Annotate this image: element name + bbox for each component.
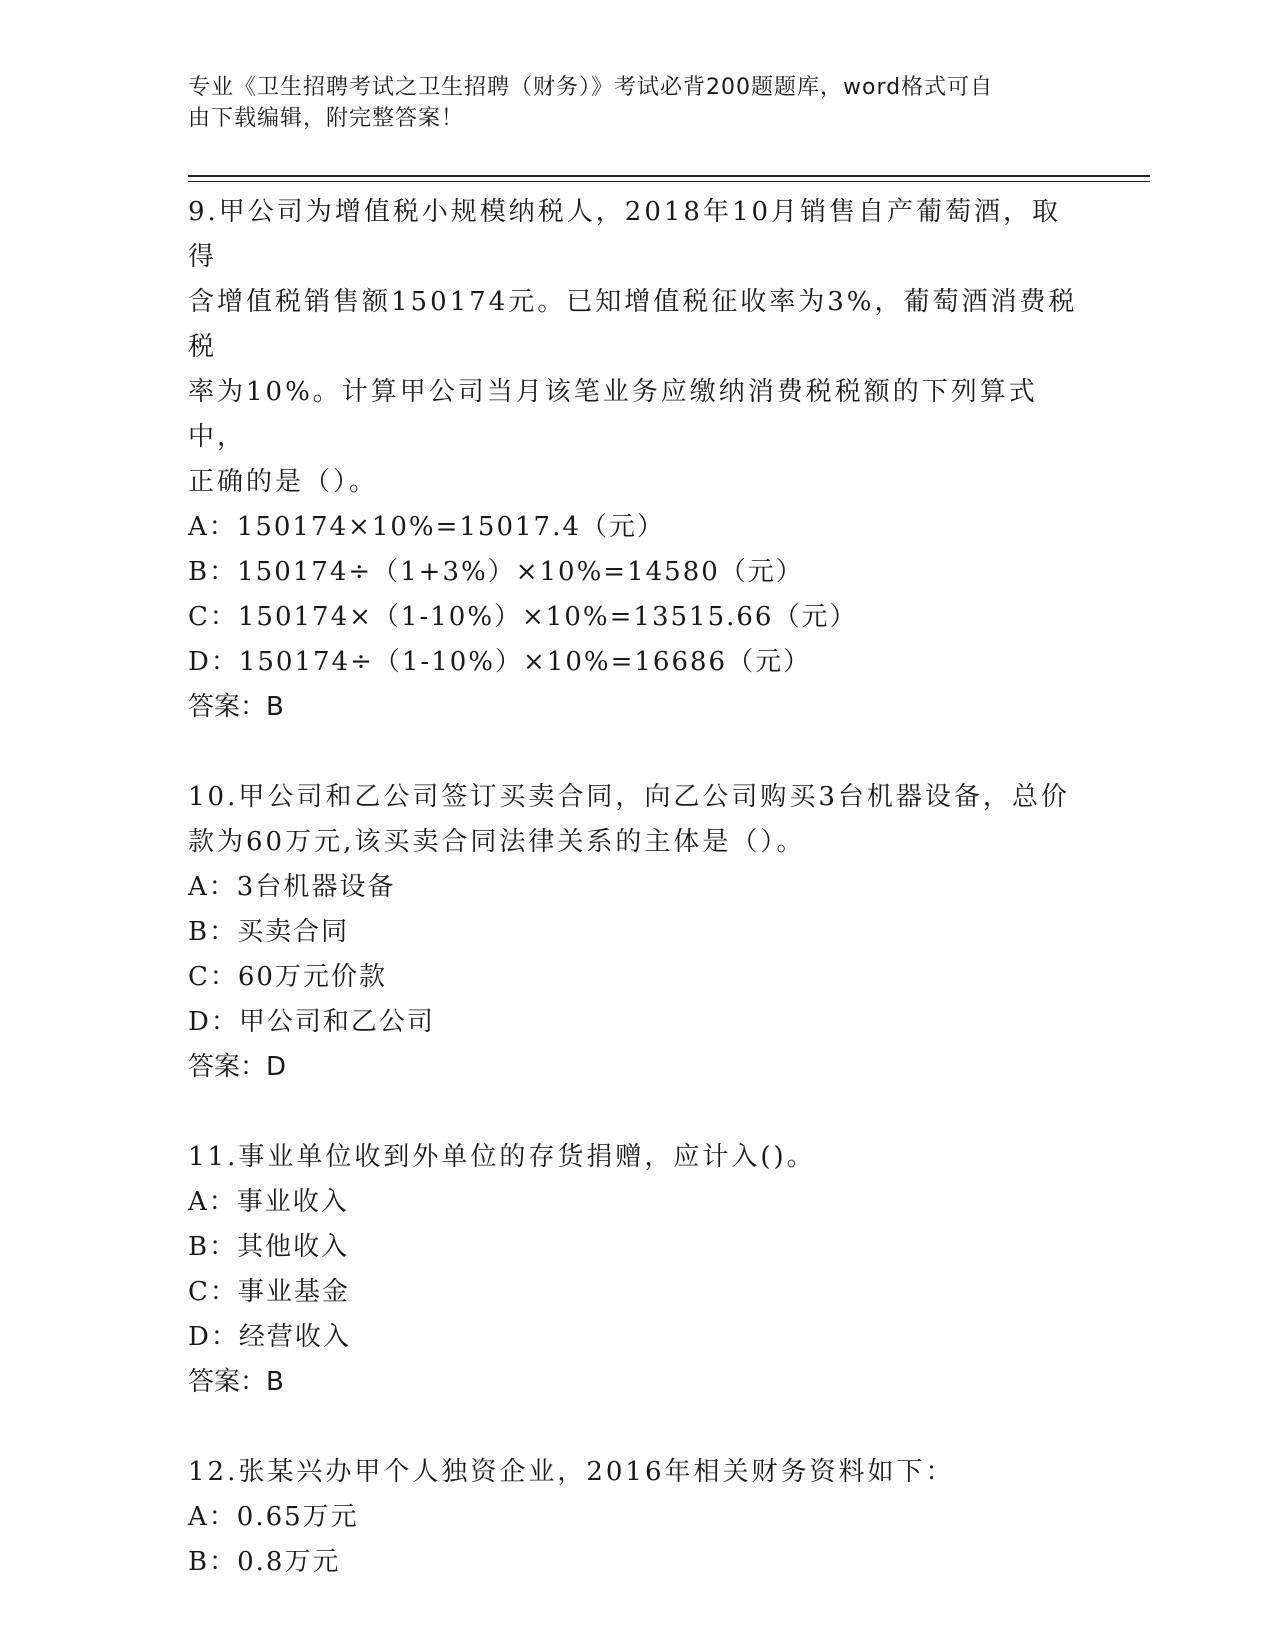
question-11-answer: 答案：B <box>188 1367 284 1397</box>
question-11 <box>188 1135 1088 1405</box>
question-9-line-4: 正确的是（）。 <box>188 467 379 497</box>
question-11-option-c: C：事业基金 <box>188 1277 350 1307</box>
question-11-option-b: B：其他收入 <box>188 1232 350 1262</box>
question-10-option-c: C：60万元价款 <box>188 962 387 992</box>
question-9-option-a: A：150174×10%=15017.4（元） <box>188 512 665 542</box>
question-9-option-d: D：150174÷（1-10%）×10%=16686（元） <box>188 647 812 677</box>
question-10-option-b: B：买卖合同 <box>188 917 350 947</box>
question-10-line-2: 款为60万元,该买卖合同法律关系的主体是（）。 <box>188 827 806 857</box>
question-10 <box>188 775 1088 1090</box>
question-10-line-1: 10.甲公司和乙公司签订买卖合同，向乙公司购买3台机器设备，总价 <box>188 782 1070 812</box>
question-10-answer: 答案：D <box>188 1052 287 1082</box>
header-line-1: 专业《卫生招聘考试之卫生招聘（财务）》考试必背200题题库，word格式可自 <box>188 75 994 100</box>
question-9-option-b: B：150174÷（1+3%）×10%=14580（元） <box>188 557 804 587</box>
document-header <box>188 72 1088 134</box>
question-9 <box>188 190 1088 730</box>
question-10-option-a: A：3台机器设备 <box>188 872 396 902</box>
question-9-answer: 答案：B <box>188 692 284 722</box>
question-11-line-1: 11.事业单位收到外单位的存货捐赠，应计入()。 <box>188 1142 816 1172</box>
question-12-option-a: A：0.65万元 <box>188 1502 359 1532</box>
question-11-option-d: D：经营收入 <box>188 1322 351 1352</box>
spacer <box>188 730 1088 775</box>
question-12-option-b: B：0.8万元 <box>188 1547 341 1577</box>
question-12 <box>188 1450 1088 1585</box>
question-9-line-1: 9.甲公司为增值税小规模纳税人，2018年10月销售自产葡萄酒，取得 <box>188 197 1062 272</box>
question-9-line-2: 含增值税销售额150174元。已知增值税征收率为3%，葡萄酒消费税税 <box>188 287 1078 362</box>
header-divider-thin <box>188 181 1150 182</box>
question-10-option-d: D：甲公司和乙公司 <box>188 1007 435 1037</box>
spacer <box>188 1405 1088 1450</box>
spacer <box>188 1090 1088 1135</box>
header-divider-thick <box>188 175 1150 177</box>
question-12-line-1: 12.张某兴办甲个人独资企业，2016年相关财务资料如下： <box>188 1457 955 1487</box>
question-11-option-a: A：事业收入 <box>188 1187 349 1217</box>
header-line-2: 由下载编辑，附完整答案！ <box>188 106 465 131</box>
question-9-option-c: C：150174×（1-10%）×10%=13515.66（元） <box>188 602 858 632</box>
question-list <box>188 190 1088 1585</box>
question-9-line-3: 率为10%。计算甲公司当月该笔业务应缴纳消费税税额的下列算式中， <box>188 377 1038 452</box>
